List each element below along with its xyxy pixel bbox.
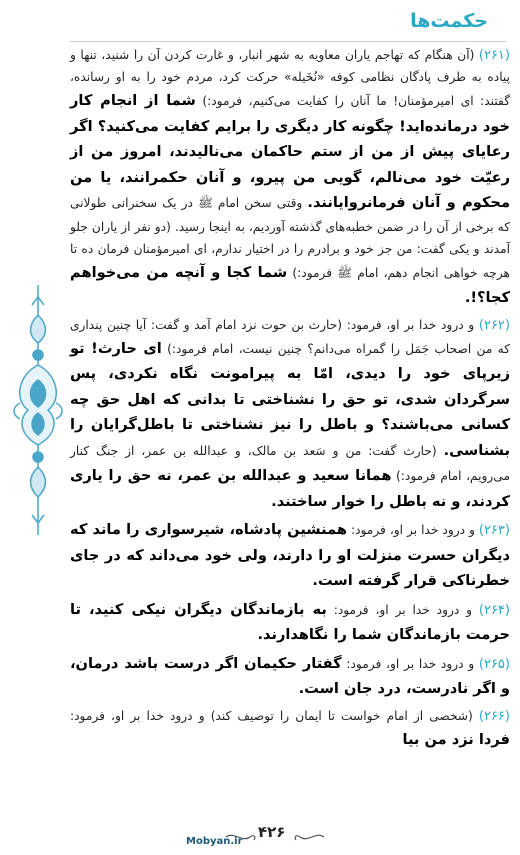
site-brand: Mobyan.ir	[186, 836, 243, 847]
quote-text: همنشین پادشاه، شیرسواری را ماند که دیگران حسرت منزلت او را دارند، ولی خود می‌داند که در جای خطرناکی قرار گرفته است.	[70, 521, 510, 589]
saying-number: (۲۶۲)	[478, 317, 510, 333]
quote-text: به بازماندگان دیگران نیکی کنید، تا حرمت بازماندگان شما را نگاهدارند.	[70, 600, 510, 643]
saying-264	[70, 597, 510, 648]
narration-text: وقتی سخن امام ﷺ در یک سخنرانی طولانی که برخی از آن را در ضمن خطبه‌های گذشته آوردیم، به اینجا رسید. (دو نفر از یاران جلو آمدند و یکی گفت: من جز خود و برادرم را در اختیار ندارم، ای امیرمؤمنان فرمان ده تا هرچه خواهی انجام دهم، امام ﷺ فرمود:)	[70, 196, 510, 280]
saying-number: (۲۶۳)	[478, 523, 510, 538]
page-footer	[0, 815, 520, 855]
quote-text: شما از انجام کار خود درمانده‌اید! چگونه کار دیگری را برایم کفایت می‌کنید؟ اگر رعایای پیش از من از ستم حاکمان می‌نالیدند، امروز من از رعیّت خود می‌نالم، گویی من پیرو، و آنان حکمرانند، یا من محکوم و آنان فرمانروایانند.	[70, 92, 510, 211]
page-header	[0, 0, 520, 48]
narration-text: و درود خدا بر او، فرمود:	[326, 602, 479, 617]
flourish-left-icon	[224, 829, 258, 845]
quote-text: ای حارث! تو زیرپای خود را دیدی، امّا به پیرامونت نگاه نکردی، پس سرگردان شدی، تو حق را نشناختی تا بدانی که اهل حق چه کسانی می‌باشند؟ و باطل را نیز نشناختی تا باطل‌گرایان را بشناسی.	[70, 339, 510, 459]
chapter-title: حکمت‌ها	[410, 10, 488, 32]
saying-number: (۲۶۵)	[478, 656, 510, 672]
saying-number: (۲۶۶)	[478, 708, 510, 724]
text-body	[70, 44, 510, 755]
quote-text: همانا سعید و عبدالله بن عمر، نه حق را یاری کردند، و نه باطل را خوار ساختند.	[70, 467, 510, 510]
quote-text: گفتار حکیمان اگر درست باشد درمان، و اگر نادرست، درد جان است.	[70, 654, 510, 697]
saying-263	[70, 517, 510, 594]
page-number: ۴۲۶	[258, 823, 286, 841]
saying-261	[70, 44, 510, 311]
narration-text: (آن هنگام که تهاجم یاران معاویه به شهر انبار، و غارت کردن آن را شنید، تنها و پیاده به طرف پادگان نظامی کوفه «نُخَیله» حرکت کرد، مردم خود را به او رسانده، گفتند: ای امیرمؤمنان! ما آنان را کفایت می‌کنیم، فرمود:)	[70, 48, 510, 108]
quote-text: شما کجا و آنچه من می‌خواهم کجا؟!.	[70, 263, 510, 306]
flourish-right-icon	[292, 829, 326, 845]
header-divider	[70, 41, 506, 42]
saying-number: (۲۶۴)	[478, 602, 510, 618]
narration-text: (شخصی از امام خواست تا ایمان را توصیف کند) و درود خدا بر او، فرمود:	[70, 708, 479, 723]
saying-265	[70, 651, 510, 702]
saying-number: (۲۶۱)	[478, 48, 510, 63]
side-ornament-icon	[10, 285, 66, 535]
quote-text: فردا نزد من بیا	[402, 730, 510, 748]
narration-text: و درود خدا بر او، فرمود:	[341, 656, 479, 671]
saying-262	[70, 314, 510, 515]
narration-text: و درود خدا بر او، فرمود: (حارث بن حوت نزد امام آمد و گفت: آیا چنین پنداری که من اصحاب جَمَل را گمراه می‌دانم؟ چنین نیست، امام فرمود:)	[70, 317, 511, 356]
saying-266	[70, 705, 510, 753]
narration-text: و درود خدا بر او، فرمود:	[346, 523, 479, 537]
narration-text: (حارث گفت: من و سَعد بن مالک، و عبدالله بن عمر، از جنگ کنار می‌رویم، امام فرمود:)	[70, 443, 510, 483]
